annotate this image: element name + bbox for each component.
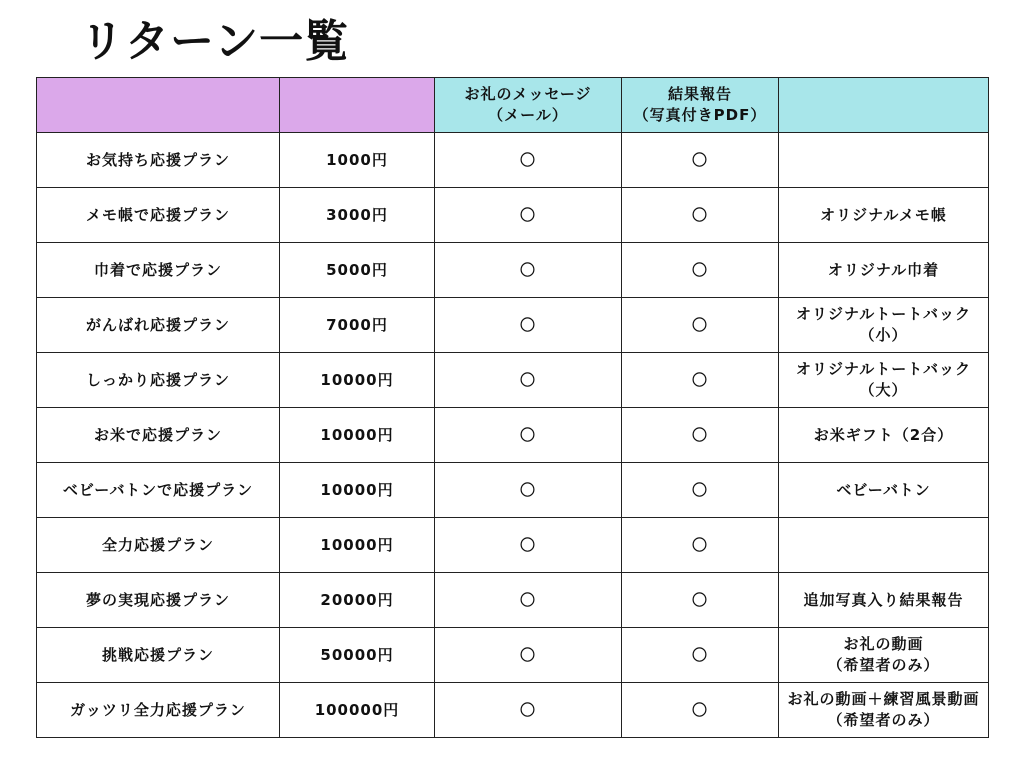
price-cell: 10000円 <box>280 408 435 463</box>
report-mark-cell: 〇 <box>622 243 779 298</box>
table-row <box>37 133 989 188</box>
report-mark-cell: 〇 <box>622 518 779 573</box>
gift-line-1: お礼の動画＋練習風景動画 <box>787 690 980 708</box>
gift-line-2: （希望者のみ） <box>827 656 940 674</box>
header-price <box>280 78 435 133</box>
plan-name-cell: お気持ち応援プラン <box>37 133 280 188</box>
gift-cell <box>779 188 989 243</box>
plan-name-cell: 巾着で応援プラン <box>37 243 280 298</box>
price-cell: 10000円 <box>280 353 435 408</box>
gift-line-1: オリジナル巾着 <box>827 260 940 279</box>
header-report <box>622 78 779 133</box>
plan-name-cell: 挑戦応援プラン <box>37 628 280 683</box>
price-cell: 1000円 <box>280 133 435 188</box>
gift-line-1: ベビーバトン <box>836 480 931 499</box>
price-cell: 100000円 <box>280 683 435 738</box>
table-row <box>37 188 989 243</box>
plan-name-cell: ガッツリ全力応援プラン <box>37 683 280 738</box>
returns-table <box>36 77 989 738</box>
gift-cell <box>779 133 989 188</box>
price-cell: 50000円 <box>280 628 435 683</box>
gift-line-1: オリジナルトートバック <box>796 360 971 378</box>
header-message-line2: （メール） <box>488 106 568 124</box>
message-mark-cell: 〇 <box>435 188 622 243</box>
table-body <box>37 133 989 738</box>
plan-name-cell: しっかり応援プラン <box>37 353 280 408</box>
message-mark-cell: 〇 <box>435 353 622 408</box>
gift-cell <box>779 518 989 573</box>
table-row <box>37 353 989 408</box>
gift-line-1: オリジナルメモ帳 <box>820 205 947 224</box>
table-row <box>37 298 989 353</box>
plan-name-cell: 全力応援プラン <box>37 518 280 573</box>
gift-cell <box>779 573 989 628</box>
plan-name-cell: お米で応援プラン <box>37 408 280 463</box>
message-mark-cell: 〇 <box>435 463 622 518</box>
report-mark-cell: 〇 <box>622 133 779 188</box>
price-cell: 7000円 <box>280 298 435 353</box>
price-cell: 10000円 <box>280 518 435 573</box>
page-title: リターン一覧 <box>80 16 350 67</box>
gift-cell <box>779 353 989 408</box>
price-cell: 20000円 <box>280 573 435 628</box>
gift-line-1: お米ギフト（2合） <box>813 425 954 444</box>
header-gift <box>779 78 989 133</box>
message-mark-cell: 〇 <box>435 628 622 683</box>
gift-line-2: （希望者のみ） <box>827 711 940 729</box>
gift-line-2: （小） <box>859 326 908 344</box>
report-mark-cell: 〇 <box>622 683 779 738</box>
header-message-line1: お礼のメッセージ <box>464 85 592 103</box>
message-mark-cell: 〇 <box>435 298 622 353</box>
price-cell: 3000円 <box>280 188 435 243</box>
header-report-line1: 結果報告 <box>667 85 732 103</box>
price-cell: 5000円 <box>280 243 435 298</box>
gift-cell <box>779 628 989 683</box>
plan-name-cell: メモ帳で応援プラン <box>37 188 280 243</box>
message-mark-cell: 〇 <box>435 573 622 628</box>
table-header-row <box>37 78 989 133</box>
header-plan <box>37 78 280 133</box>
price-cell: 10000円 <box>280 463 435 518</box>
gift-cell <box>779 243 989 298</box>
message-mark-cell: 〇 <box>435 683 622 738</box>
table-row <box>37 463 989 518</box>
gift-cell <box>779 408 989 463</box>
plan-name-cell: 夢の実現応援プラン <box>37 573 280 628</box>
gift-line-2: （大） <box>859 381 908 399</box>
table-row <box>37 683 989 738</box>
report-mark-cell: 〇 <box>622 408 779 463</box>
gift-line-1: 追加写真入り結果報告 <box>803 590 964 609</box>
table-row <box>37 518 989 573</box>
report-mark-cell: 〇 <box>622 298 779 353</box>
report-mark-cell: 〇 <box>622 628 779 683</box>
header-message <box>435 78 622 133</box>
table-row <box>37 628 989 683</box>
gift-cell <box>779 298 989 353</box>
gift-line-1: お礼の動画 <box>843 635 924 653</box>
plan-name-cell: がんばれ応援プラン <box>37 298 280 353</box>
message-mark-cell: 〇 <box>435 243 622 298</box>
message-mark-cell: 〇 <box>435 408 622 463</box>
report-mark-cell: 〇 <box>622 188 779 243</box>
table-row <box>37 408 989 463</box>
gift-cell <box>779 463 989 518</box>
report-mark-cell: 〇 <box>622 463 779 518</box>
message-mark-cell: 〇 <box>435 133 622 188</box>
plan-name-cell: ベビーバトンで応援プラン <box>37 463 280 518</box>
gift-line-1: オリジナルトートバック <box>796 305 971 323</box>
report-mark-cell: 〇 <box>622 353 779 408</box>
table-row <box>37 243 989 298</box>
header-report-line2: （写真付きPDF） <box>633 106 767 124</box>
table-row <box>37 573 989 628</box>
gift-cell <box>779 683 989 738</box>
message-mark-cell: 〇 <box>435 518 622 573</box>
report-mark-cell: 〇 <box>622 573 779 628</box>
